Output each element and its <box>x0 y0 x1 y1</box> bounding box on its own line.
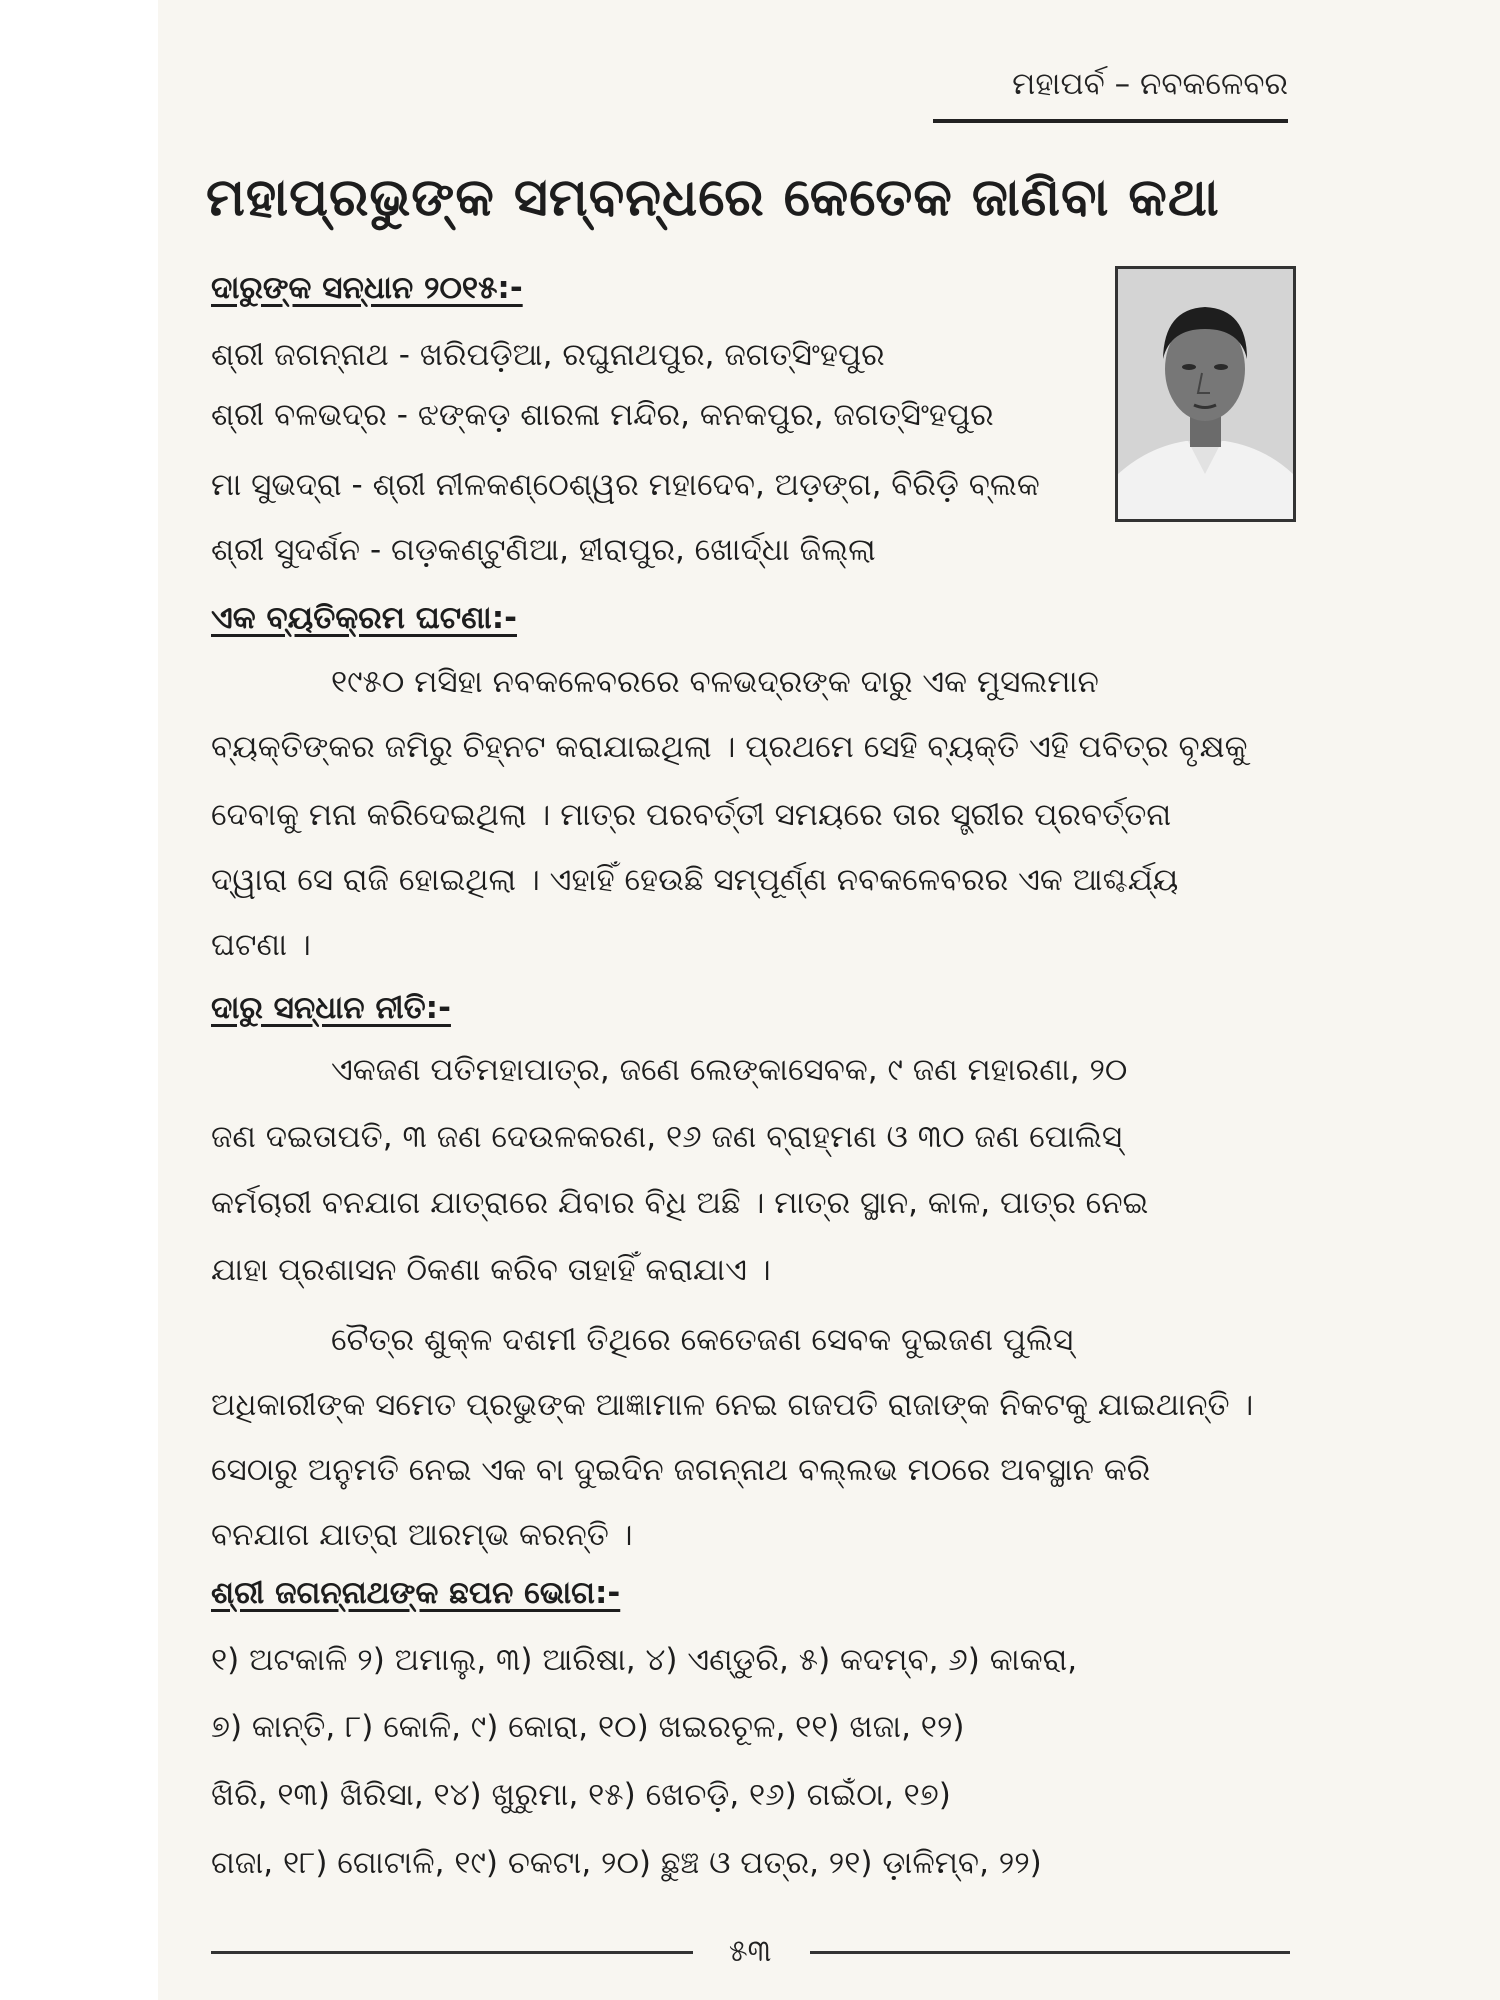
page-title: ମହାପ୍ରଭୁଙ୍କ ସମ୍ବନ୍ଧରେ କେତେକ ଜାଣିବା କଥା <box>206 168 1220 228</box>
text-line: ୧) ଅଟକାଳି ୨) ଅମାଲୁ, ୩) ଆରିଷା, ୪) ଏଣ୍ଡୁରି, ୫) କଦମ୍ବ, ୬) କାକରା, <box>211 1642 1078 1678</box>
text-line: ଦେବାକୁ ମନା କରିଦେଇଥିଲା । ମାତ୍ର ପରବର୍ତ୍ତୀ ସମୟରେ ତାର ସ୍ତ୍ରୀର ପ୍ରବର୍ତ୍ତନା <box>211 797 1172 833</box>
running-header: ମହାପର୍ବ – ନବକଳେବର <box>1012 66 1288 102</box>
text-line: ଗଜା, ୧୮) ଗୋଟାଳି, ୧୯) ଚକଟା, ୨୦) ଛୁଞ୍ଚ ଓ ପତ୍ର, ୨୧) ଡ଼ାଳିମ୍ବ, ୨୨) <box>211 1845 1042 1881</box>
portrait-image <box>1118 269 1293 519</box>
section-heading-chhapan-bhog: ଶ୍ରୀ ଜଗନ୍ନାଥଙ୍କ ଛପନ ଭୋଗ:- <box>211 1575 621 1611</box>
section-heading-daru-niti: ଦାରୁ ସନ୍ଧାନ ନୀତି:- <box>211 990 451 1026</box>
text-line: ଶ୍ରୀ ବଳଭଦ୍ର - ଝଙ୍କଡ଼ ଶାରଳା ମନ୍ଦିର, କନକପୁର, ଜଗତ୍‌ସିଂହପୁର <box>211 397 994 433</box>
text-line: ଯାହା ପ୍ରଶାସନ ଠିକଣା କରିବ ତାହାହିଁ କରାଯାଏ । <box>211 1252 771 1288</box>
header-rule <box>933 119 1288 123</box>
text-line: ଅଧିକାରୀଙ୍କ ସମେତ ପ୍ରଭୁଙ୍କ ଆଜ୍ଞାମାଳ ନେଇ ଗଜପତି ରାଜାଙ୍କ ନିକଟକୁ ଯାଇଥାନ୍ତି । <box>211 1387 1254 1423</box>
text-line: ବ୍ୟକ୍ତିଙ୍କର ଜମିରୁ ଚିହ୍ନଟ କରାଯାଇଥିଲା । ପ୍ରଥମେ ସେହି ବ୍ୟକ୍ତି ଏହି ପବିତ୍ର ବୃକ୍ଷକୁ <box>211 729 1248 765</box>
text-line: ଚୈତ୍ର ଶୁକ୍ଳ ଦଶମୀ ତିଥିରେ କେତେଜଣ ସେବକ ଦୁଇଜଣ ପୁଲିସ୍ <box>331 1322 1074 1358</box>
text-line: ଶ୍ରୀ ଜଗନ୍ନାଥ - ଖରିପଡ଼ିଆ, ରଘୁନାଥପୁର, ଜଗତ୍‌ସିଂହପୁର <box>211 337 885 373</box>
text-line: ଶ୍ରୀ ସୁଦର୍ଶନ - ଗଡ଼କଣ୍ଟୁଣିଆ, ହୀରାପୁର, ଖୋର୍ଦ୍ଧା ଜିଲ୍ଲା <box>211 532 876 568</box>
footer-rule-left <box>211 1951 693 1954</box>
text-line: ସେଠାରୁ ଅନୁମତି ନେଇ ଏକ ବା ଦୁଇଦିନ ଜଗନ୍ନାଥ ବଲ୍ଲଭ ମଠରେ ଅବସ୍ଥାନ କରି <box>211 1452 1151 1488</box>
text-line: ଖିରି, ୧୩) ଖିରିସା, ୧୪) ଖୁରୁମା, ୧୫) ଖେଚଡ଼ି, ୧୬) ଗଇଁଠା, ୧୭) <box>211 1777 951 1813</box>
text-line: ଦ୍ୱାରା ସେ ରାଜି ହୋଇଥିଲା । ଏହାହିଁ ହେଉଛି ସମ୍ପୂର୍ଣ୍ଣ ନବକଳେବରର ଏକ ଆଶ୍ଚର୍ଯ୍ୟ <box>211 862 1179 898</box>
text-line: ୭) କାନ୍ତି, ୮) କୋଳି, ୯) କୋରା, ୧୦) ଖଇରଚୂଳ, ୧୧) ଖଜା, ୧୨) <box>211 1709 965 1745</box>
author-photo <box>1115 266 1296 522</box>
text-line: ବନଯାଗ ଯାତ୍ରା ଆରମ୍ଭ କରନ୍ତି । <box>211 1517 633 1553</box>
page-number: ୫୩ <box>728 1934 772 1969</box>
text-line: ଘଟଣା । <box>211 927 311 963</box>
section-heading-daru-sandhan: ଦାରୁଙ୍କ ସନ୍ଧାନ ୨୦୧୫:- <box>211 270 523 306</box>
text-line: ୧୯୫୦ ମସିହା ନବକଳେବରରେ ବଳଭଦ୍ରଙ୍କ ଦାରୁ ଏକ ମୁସଲମାନ <box>331 664 1099 700</box>
text-line: କର୍ମଚାରୀ ବନଯାଗ ଯାତ୍ରାରେ ଯିବାର ବିଧି ଅଛି । ମାତ୍ର ସ୍ଥାନ, କାଳ, ପାତ୍ର ନେଇ <box>211 1185 1149 1221</box>
section-heading-exception-event: ଏକ ବ୍ୟତିକ୍ରମ ଘଟଣା:- <box>211 600 517 636</box>
text-line: ଜଣ ଦଇତାପତି, ୩ ଜଣ ଦେଉଳକରଣ, ୧୬ ଜଣ ବ୍ରାହ୍ମଣ ଓ ୩୦ ଜଣ ପୋଲିସ୍ <box>211 1119 1123 1155</box>
footer-rule-right <box>810 1951 1290 1954</box>
text-line: ମା ସୁଭଦ୍ରା - ଶ୍ରୀ ନୀଳକଣ୍ଠେଶ୍ୱର ମହାଦେବ, ଅଡ଼ଙ୍ଗ, ବିରିଡ଼ି ବ୍ଲକ <box>211 467 1040 503</box>
text-line: ଏକଜଣ ପତିମହାପାତ୍ର, ଜଣେ ଲେଙ୍କାସେବକ, ୯ ଜଣ ମହାରଣା, ୨୦ <box>331 1052 1128 1088</box>
